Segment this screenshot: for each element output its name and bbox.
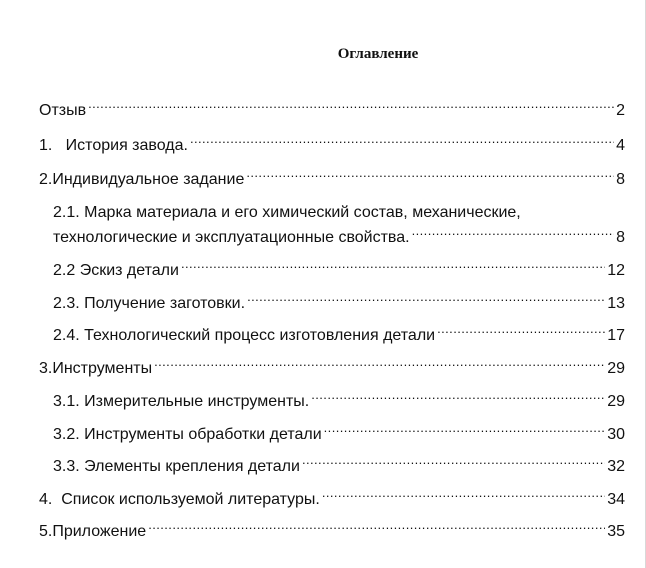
toc-entry-fixtures[interactable]	[53, 455, 625, 478]
toc-entry-material[interactable]	[53, 226, 625, 249]
leader-dots	[88, 99, 614, 115]
leader-dots	[311, 390, 605, 406]
toc-entry-page: 34	[607, 491, 625, 508]
toc-entry-page: 8	[616, 229, 625, 246]
leader-dots	[148, 520, 605, 536]
toc-entry-page: 30	[607, 426, 625, 443]
toc-entry-label: 3.1. Измерительные инструменты.	[53, 393, 310, 410]
toc-entry-label: 2.2 Эскиз детали	[53, 262, 179, 279]
toc-entry-sketch[interactable]	[53, 259, 625, 282]
toc-entry-label: 2.Индивидуальное задание	[39, 171, 245, 188]
toc-entry-page: 32	[607, 458, 625, 475]
toc-entry-page: 8	[616, 171, 625, 188]
toc-entry-page: 29	[607, 393, 625, 410]
toc-entry-label: 5.Приложение	[39, 523, 147, 540]
leader-dots	[302, 455, 605, 471]
toc-entry-label: 2.3. Получение заготовки.	[53, 295, 246, 312]
toc-entry-label: 3.2. Инструменты обработки детали	[53, 426, 322, 443]
leader-dots	[412, 226, 615, 242]
toc-entry-page: 17	[607, 327, 625, 344]
toc-entry-label: технологические и эксплуатационные свойства.	[53, 229, 410, 246]
toc-entry-page: 29	[607, 360, 625, 377]
leader-dots	[154, 357, 605, 373]
toc-entry-label: 2.4. Технологический процесс изготовления детали	[53, 327, 436, 344]
toc-entry-label-line1[interactable]: 2.1. Марка материала и его химический состав, механические,	[53, 204, 521, 221]
toc-entry-page: 2	[616, 102, 625, 119]
toc-entry-page: 13	[607, 295, 625, 312]
leader-dots	[322, 488, 605, 504]
toc-entry-measuring-tools[interactable]	[53, 390, 625, 413]
leader-dots	[324, 423, 606, 439]
toc-entry-review[interactable]	[39, 99, 625, 122]
toc-entry-label: Отзыв	[39, 102, 87, 119]
toc-entry-label: 1. История завода.	[39, 137, 188, 154]
toc-entry-references[interactable]	[39, 488, 625, 511]
toc-entry-tools[interactable]	[39, 357, 625, 380]
toc-entry-page: 4	[616, 137, 625, 154]
toc-entry-label: 3.3. Элементы крепления детали	[53, 458, 300, 475]
toc-entry-individual-task[interactable]	[39, 168, 625, 191]
leader-dots	[437, 324, 605, 340]
toc-entry-history[interactable]	[39, 134, 625, 157]
toc-entry-page: 12	[607, 262, 625, 279]
leader-dots	[181, 259, 605, 275]
toc-entry-page: 35	[607, 523, 625, 540]
toc-entry-process[interactable]	[53, 324, 625, 347]
toc-entry-label: 4. Список используемой литературы.	[39, 491, 320, 508]
leader-dots	[247, 292, 605, 308]
toc-entry-appendix[interactable]	[39, 520, 625, 543]
leader-dots	[190, 134, 614, 150]
toc-entry-label: 3.Инструменты	[39, 360, 153, 377]
toc-title: Оглавление	[337, 46, 419, 62]
toc-entry-machining-tools[interactable]	[53, 423, 625, 446]
leader-dots	[246, 168, 614, 184]
toc-entry-blank[interactable]	[53, 292, 625, 315]
